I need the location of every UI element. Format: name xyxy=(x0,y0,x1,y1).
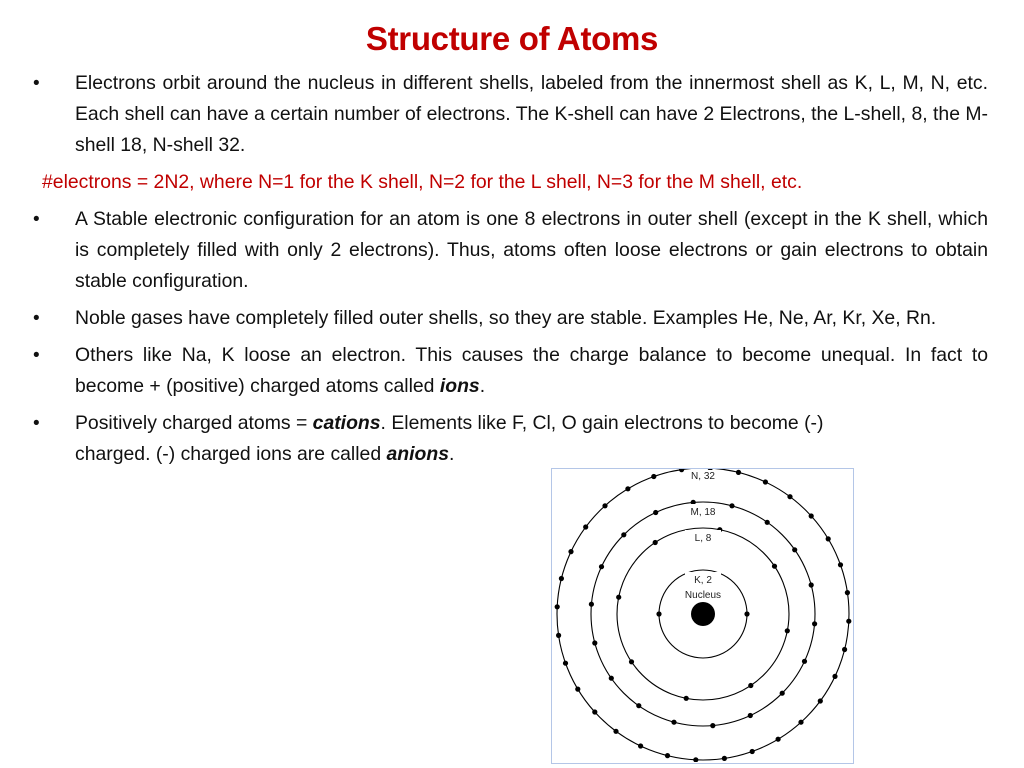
electron-dot xyxy=(750,749,755,754)
electron-dot xyxy=(763,479,768,484)
electron-dot xyxy=(765,520,770,525)
electron-dot xyxy=(809,582,814,587)
electron-dot xyxy=(665,753,670,758)
electron-dot xyxy=(748,713,753,718)
bullet-text-post: . xyxy=(479,375,486,397)
electron-dot xyxy=(592,709,597,714)
bullet-dot: • xyxy=(33,345,40,366)
electron-dot xyxy=(575,687,580,692)
term-ions: ions xyxy=(439,375,480,397)
electron-dot xyxy=(785,628,790,633)
atom-diagram-svg xyxy=(552,469,852,762)
bullet-dot: • xyxy=(33,413,40,434)
bullet-dot: • xyxy=(33,73,40,94)
electron-dot xyxy=(787,494,792,499)
electron-dot xyxy=(826,536,831,541)
electron-dot xyxy=(555,604,560,609)
electron-dot xyxy=(780,691,785,696)
bullet-cations-anions xyxy=(32,408,988,470)
electron-dot xyxy=(625,486,630,491)
bullet-text-line2: charged. (-) charged ions are called xyxy=(75,443,387,465)
electron-dot xyxy=(744,611,749,616)
bullet-dot: • xyxy=(33,209,40,230)
electron-formula: #electrons = 2N2, where N=1 for the K shell, N=2 for the L shell, N=3 for the M shell, etc. xyxy=(42,171,803,193)
electron-dot xyxy=(592,640,597,645)
electron-dot xyxy=(679,469,684,472)
electron-dot xyxy=(621,532,626,537)
electron-dot xyxy=(792,547,797,552)
bullet-shells xyxy=(32,68,988,161)
bullet-noble-gases xyxy=(32,303,988,334)
electron-dot xyxy=(613,729,618,734)
slide-content xyxy=(32,68,988,476)
electron-dot xyxy=(568,549,573,554)
electron-dot xyxy=(812,621,817,626)
electron-dot xyxy=(809,513,814,518)
bullet-line-2 xyxy=(75,439,545,470)
electron-dot xyxy=(656,611,661,616)
electron-dot xyxy=(832,674,837,679)
electron-dot xyxy=(559,576,564,581)
bullet-dot: • xyxy=(33,308,40,329)
electron-dot xyxy=(671,720,676,725)
electron-dot xyxy=(729,503,734,508)
electron-dot xyxy=(599,564,604,569)
electron-dot xyxy=(602,503,607,508)
bullet-line-1 xyxy=(75,408,988,439)
shell-label: N, 32 xyxy=(691,471,715,482)
electron-dot xyxy=(589,602,594,607)
electron-dot xyxy=(722,756,727,761)
electron-dot xyxy=(798,720,803,725)
slide-title: Structure of Atoms xyxy=(365,20,659,57)
electron-dot xyxy=(693,757,698,762)
electron-dot xyxy=(651,474,656,479)
electron-dot xyxy=(616,595,621,600)
bullet-stable-config xyxy=(32,204,988,297)
bullet-text-pre: Others like Na, K loose an electron. This causes the charge balance to become unequal. In fact to become + (positive) charged atoms called xyxy=(75,344,988,397)
electron-dot xyxy=(845,590,850,595)
shell-label: L, 8 xyxy=(694,533,712,544)
electron-dot xyxy=(736,470,741,475)
electron-dot xyxy=(653,540,658,545)
electron-dot xyxy=(776,737,781,742)
bullet-text: Noble gases have completely filled outer shells, so they are stable. Examples He, Ne, Ar, Kr, Xe, Rn. xyxy=(75,307,937,329)
electron-dot xyxy=(748,683,753,688)
electron-dot xyxy=(710,723,715,728)
electron-dot xyxy=(838,562,843,567)
electron-dot xyxy=(556,633,561,638)
electron-dot xyxy=(638,743,643,748)
electron-dot xyxy=(563,661,568,666)
electron-dot xyxy=(684,696,689,701)
bullet-text-post: . xyxy=(449,443,455,465)
bullet-text: A Stable electronic configuration for an atom is one 8 electrons in outer shell (except in the K shell, which is completely filled with only 2 electrons). Thus, atoms often loose electrons or gain electrons to obtain stable configuration. xyxy=(75,208,988,292)
bullet-text-pre: Positively charged atoms = xyxy=(75,412,313,434)
shell-label: M, 18 xyxy=(690,507,716,518)
bullet-text: Electrons orbit around the nucleus in different shells, labeled from the innermost shell as K, L, M, N, etc. Each shell can have a certain number of electrons. The K-shell can have 2 Electrons, the L-shell, 8, the M-shell 18, N-shell 32. xyxy=(75,72,988,156)
electron-dot xyxy=(629,659,634,664)
electron-dot xyxy=(583,524,588,529)
electron-dot xyxy=(842,647,847,652)
atom-shell-diagram xyxy=(551,468,854,764)
electron-dot xyxy=(653,510,658,515)
term-anions: anions xyxy=(386,443,449,465)
bullet-text-mid: . Elements like F, Cl, O gain electrons to become (-) xyxy=(380,412,824,434)
electron-dot xyxy=(636,703,641,708)
electron-dot xyxy=(609,676,614,681)
electron-dot xyxy=(802,659,807,664)
bullet-ions xyxy=(32,340,988,402)
electron-dot xyxy=(818,698,823,703)
nucleus-label: Nucleus xyxy=(684,590,722,601)
shell-label: K, 2 xyxy=(694,575,712,586)
term-cations: cations xyxy=(312,412,381,434)
nucleus xyxy=(691,602,715,626)
electron-dot xyxy=(772,564,777,569)
electron-dot xyxy=(846,619,851,624)
